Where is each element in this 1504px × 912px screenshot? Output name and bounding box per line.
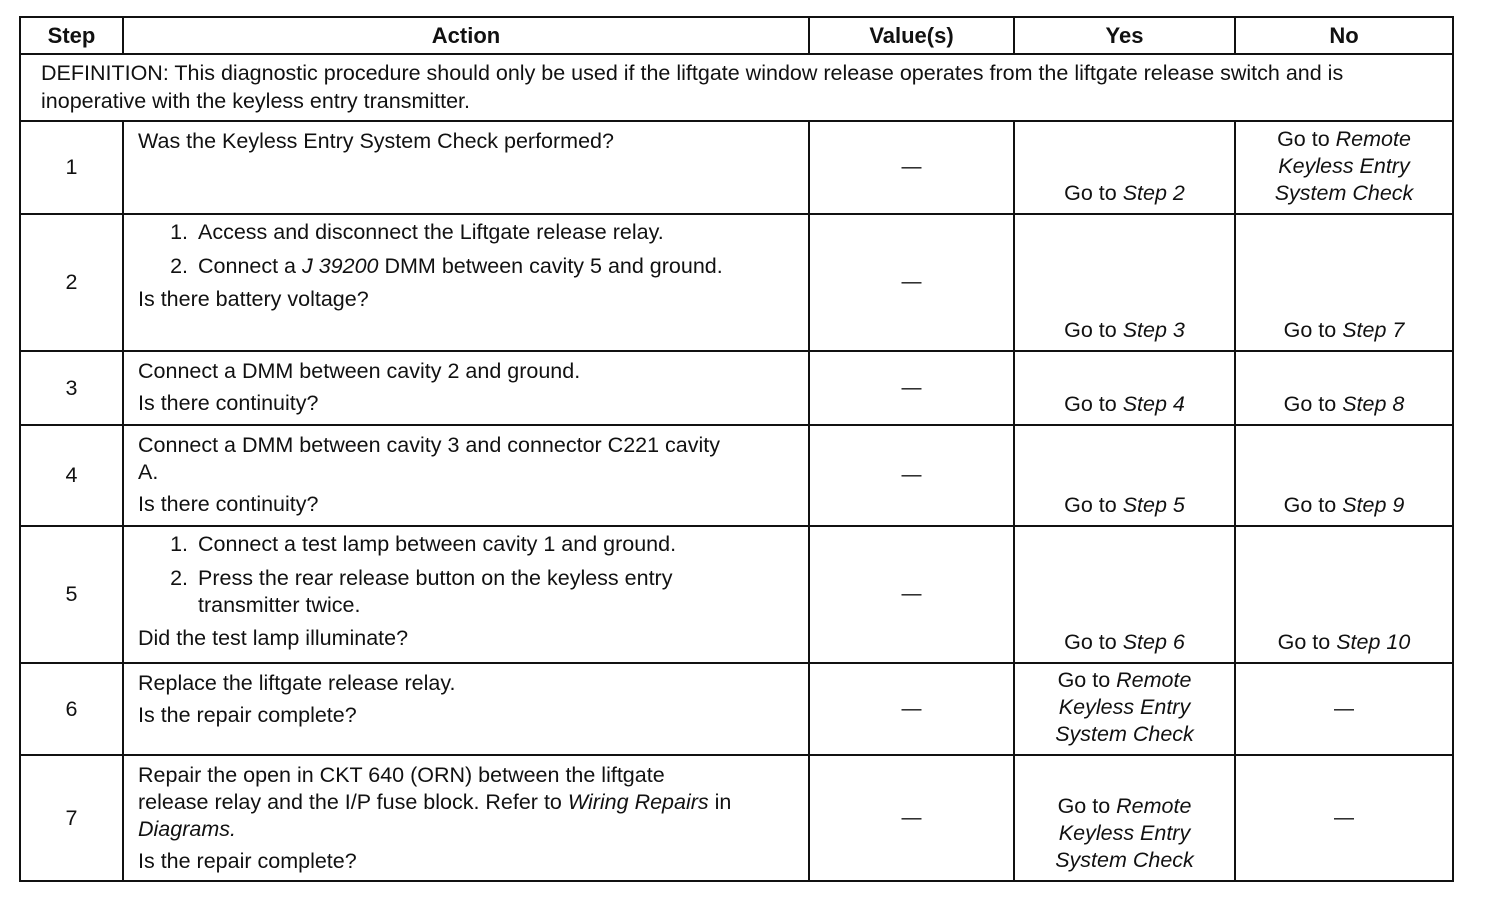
yes-cell — [1014, 214, 1235, 351]
no-reference: Step 8 — [1342, 392, 1405, 416]
action-step: 1. Access and disconnect the Liftgate release relay. — [194, 219, 796, 246]
value-cell: — — [809, 425, 1014, 526]
step-number: 4 — [20, 425, 123, 526]
tool-reference: J 39200 — [302, 254, 379, 278]
wiring-repairs-reference: Wiring Repairs — [567, 790, 709, 814]
definition-text: DEFINITION: This diagnostic procedure should only be used if the liftgate window release operates from the liftgate release switch and is inoperative with the keyless entry transmitter. — [20, 54, 1453, 121]
value-cell: — — [809, 121, 1014, 214]
action-step: 2. Connect a J 39200 DMM between cavity 5 and ground. — [194, 253, 796, 280]
no-reference: Step 9 — [1342, 493, 1405, 517]
diagrams-reference: Diagrams. — [138, 817, 236, 841]
go-to-label: Go to — [1283, 392, 1337, 416]
go-to-label: Go to — [1057, 667, 1111, 692]
action-cell — [123, 351, 809, 425]
action-text: Repair the open in CKT 640 (ORN) between the liftgate release relay and the I/P fuse block. Refer to Wiring Repairs in Diagrams. — [138, 763, 732, 841]
yes-cell — [1014, 663, 1235, 755]
no-cell — [1235, 425, 1453, 526]
action-question: Is the repair complete? — [138, 703, 357, 727]
action-text: Connect a DMM between cavity 3 and connector C221 cavity A. — [138, 433, 720, 484]
go-to-label: Go to — [1283, 318, 1337, 342]
go-to-label: Go to — [1064, 392, 1117, 416]
yes-cell — [1014, 755, 1235, 881]
go-to-label: Go to — [1277, 630, 1331, 654]
no-cell — [1235, 526, 1453, 663]
action-cell — [123, 755, 809, 881]
go-to-label: Go to — [1064, 630, 1117, 654]
header-step: Step — [20, 17, 123, 54]
yes-cell — [1014, 351, 1235, 425]
no-cell — [1235, 121, 1453, 214]
action-cell — [123, 214, 809, 351]
yes-cell — [1014, 425, 1235, 526]
action-question: Did the test lamp illuminate? — [138, 626, 409, 650]
go-to-label: Go to — [1064, 493, 1117, 517]
action-cell — [123, 526, 809, 663]
no-cell — [1235, 351, 1453, 425]
yes-reference: Step 2 — [1122, 181, 1185, 205]
action-step: 2. Press the rear release button on the keyless entry transmitter twice. — [194, 565, 746, 619]
go-to-label: Go to — [1057, 794, 1111, 818]
value-cell: — — [809, 755, 1014, 881]
go-to-label: Go to — [1283, 493, 1337, 517]
header-no: No — [1235, 17, 1453, 54]
table-row — [20, 663, 1453, 755]
yes-cell — [1014, 121, 1235, 214]
diagnostic-table — [19, 16, 1454, 882]
table-row — [20, 755, 1453, 881]
value-cell: — — [809, 526, 1014, 663]
action-text: Replace the liftgate release relay. — [138, 671, 456, 695]
header-action: Action — [123, 17, 809, 54]
table-row — [20, 425, 1453, 526]
step-number: 2 — [20, 214, 123, 351]
no-reference: Remote Keyless Entry System Check — [1274, 127, 1414, 205]
action-question: Is there battery voltage? — [138, 287, 369, 311]
yes-reference: Remote Keyless Entry System Check — [1055, 794, 1194, 872]
action-cell — [123, 425, 809, 526]
action-question: Is the repair complete? — [138, 849, 357, 873]
action-cell — [123, 663, 809, 755]
no-cell: — — [1235, 755, 1453, 881]
definition-row — [20, 54, 1453, 121]
no-reference: Step 7 — [1342, 318, 1405, 342]
header-row — [20, 17, 1453, 54]
no-cell — [1235, 214, 1453, 351]
table-row — [20, 526, 1453, 663]
yes-reference: Step 3 — [1122, 318, 1185, 342]
value-cell: — — [809, 663, 1014, 755]
yes-reference: Remote Keyless Entry System Check — [1055, 667, 1194, 746]
yes-reference: Step 5 — [1122, 493, 1185, 517]
step-number: 3 — [20, 351, 123, 425]
no-cell: — — [1235, 663, 1453, 755]
step-number: 1 — [20, 121, 123, 214]
table-row — [20, 351, 1453, 425]
step-number: 5 — [20, 526, 123, 663]
go-to-label: Go to — [1277, 127, 1330, 151]
yes-reference: Step 6 — [1122, 630, 1185, 654]
action-question: Is there continuity? — [138, 391, 319, 415]
table-row — [20, 214, 1453, 351]
action-text: Connect a DMM between cavity 2 and ground. — [138, 359, 581, 383]
value-cell: — — [809, 351, 1014, 425]
value-cell: — — [809, 214, 1014, 351]
step-number: 7 — [20, 755, 123, 881]
go-to-label: Go to — [1064, 318, 1117, 342]
no-reference: Step 10 — [1336, 630, 1411, 654]
step-number: 6 — [20, 663, 123, 755]
go-to-label: Go to — [1064, 181, 1117, 205]
action-steps-list — [138, 531, 796, 619]
action-step: 1. Connect a test lamp between cavity 1 and ground. — [194, 531, 746, 558]
action-question: Is there continuity? — [138, 492, 319, 516]
action-steps-list — [138, 219, 796, 280]
action-text: Was the Keyless Entry System Check performed? — [138, 129, 614, 153]
yes-reference: Step 4 — [1122, 392, 1185, 416]
header-values: Value(s) — [809, 17, 1014, 54]
yes-cell — [1014, 526, 1235, 663]
action-cell — [123, 121, 809, 214]
table-row — [20, 121, 1453, 214]
header-yes: Yes — [1014, 17, 1235, 54]
